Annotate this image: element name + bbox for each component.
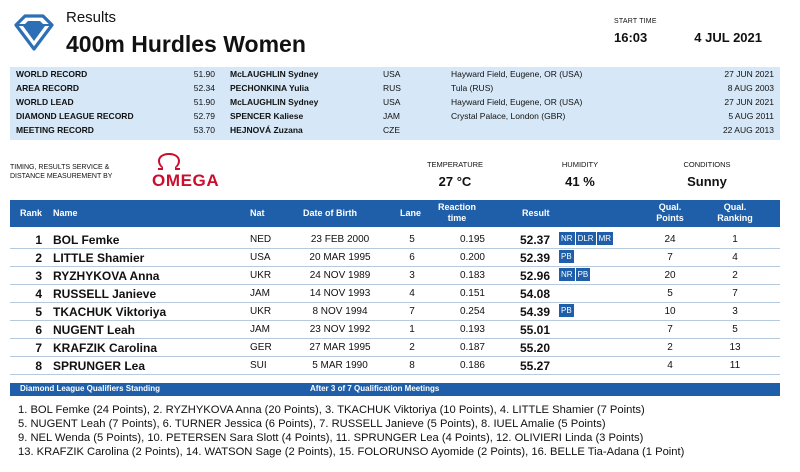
- record-athlete: SPENCER Kaliese: [230, 111, 304, 121]
- row-name: BOL Femke: [53, 233, 120, 247]
- col-qual-ranking-1: Qual.: [723, 202, 747, 212]
- record-badge: NR: [561, 234, 573, 243]
- row-qual-rank: 7: [732, 288, 738, 299]
- record-row: [10, 68, 780, 81]
- row-name: RUSSELL Janieve: [53, 287, 157, 301]
- row-lane: 6: [409, 252, 415, 263]
- record-badge: DLR: [577, 234, 594, 243]
- row-badges: [559, 268, 591, 282]
- record-venue: Hayward Field, Eugene, OR (USA): [451, 97, 583, 107]
- row-points: 20: [664, 270, 676, 281]
- record-athlete: HEJNOVÁ Zuzana: [230, 125, 303, 135]
- row-rank: 4: [35, 287, 42, 301]
- row-lane: 4: [409, 288, 415, 299]
- record-value: 52.34: [193, 83, 215, 93]
- row-dob: 23 FEB 2000: [310, 234, 370, 245]
- row-lane: 7: [409, 306, 415, 317]
- record-value: 51.90: [193, 97, 215, 107]
- row-result: 55.20: [519, 341, 550, 355]
- record-badge: PB: [577, 270, 589, 279]
- standing-line: 1. BOL Femke (24 Points), 2. RYZHYKOVA Anna (20 Points), 3. TKACHUK Viktoriya (10 Points), 4. LITTLE Shamier (7 Points): [18, 404, 645, 416]
- row-qual-rank: 3: [732, 306, 738, 317]
- record-nat: CZE: [383, 125, 400, 135]
- row-reaction: 0.195: [459, 234, 485, 245]
- row-nat: UKR: [250, 306, 272, 317]
- record-name: WORLD LEAD: [16, 97, 74, 107]
- record-venue: Hayward Field, Eugene, OR (USA): [451, 69, 583, 79]
- row-rank: 7: [35, 341, 42, 355]
- row-points: 4: [667, 360, 673, 371]
- humidity-value: 41 %: [565, 174, 595, 189]
- row-nat: JAM: [250, 288, 270, 299]
- record-row: [10, 82, 780, 95]
- row-name: KRAFZIK Carolina: [53, 341, 158, 355]
- record-badge: PB: [561, 252, 572, 261]
- row-dob: 5 MAR 1990: [312, 360, 368, 371]
- col-nat: Nat: [250, 208, 265, 218]
- row-nat: SUI: [250, 360, 267, 371]
- record-badge: MR: [598, 234, 612, 243]
- row-qual-rank: 13: [729, 342, 741, 353]
- row-nat: JAM: [250, 324, 270, 335]
- row-points: 24: [664, 234, 676, 245]
- row-points: 10: [664, 306, 676, 317]
- timing-line-2: DISTANCE MEASUREMENT BY: [10, 173, 113, 180]
- record-nat: JAM: [383, 111, 400, 121]
- omega-symbol-icon: [156, 152, 182, 172]
- qualifiers-subtitle: After 3 of 7 Qualification Meetings: [310, 384, 440, 393]
- record-name: AREA RECORD: [16, 83, 79, 93]
- row-name: TKACHUK Viktoriya: [53, 305, 167, 319]
- event-date: 4 JUL 2021: [694, 30, 762, 45]
- row-name: LITTLE Shamier: [53, 251, 145, 265]
- col-rank: Rank: [20, 208, 43, 218]
- table-row: [10, 357, 780, 375]
- record-name: WORLD RECORD: [16, 69, 88, 79]
- col-qual-points-2: Points: [656, 213, 684, 223]
- row-result: 52.96: [519, 269, 550, 283]
- record-value: 53.70: [193, 125, 215, 135]
- row-nat: UKR: [250, 270, 272, 281]
- event-title: 400m Hurdles Women: [66, 31, 306, 57]
- record-name: DIAMOND LEAGUE RECORD: [16, 111, 134, 121]
- row-reaction: 0.151: [459, 288, 485, 299]
- table-row: [10, 249, 780, 267]
- row-rank: 1: [35, 233, 42, 247]
- standing-line: 9. NEL Wenda (5 Points), 10. PETERSEN Sara Slott (4 Points), 11. SPRUNGER Lea (4 Points), 12. OLIVIERI Linda (3 Points): [18, 432, 644, 444]
- record-name: MEETING RECORD: [16, 125, 94, 135]
- row-nat: USA: [250, 252, 271, 263]
- row-badges: [559, 250, 575, 264]
- row-points: 7: [667, 252, 673, 263]
- row-nat: GER: [250, 342, 272, 353]
- row-dob: 27 MAR 1995: [309, 342, 371, 353]
- row-qual-rank: 5: [732, 324, 738, 335]
- row-rank: 8: [35, 359, 42, 373]
- table-row: [10, 285, 780, 303]
- record-nat: USA: [383, 69, 401, 79]
- col-reaction-2: time: [447, 213, 467, 223]
- timing-credit: [10, 163, 155, 181]
- row-result: 54.39: [519, 305, 550, 319]
- results-table-header: [10, 200, 780, 227]
- row-lane: 5: [409, 234, 415, 245]
- record-venue: Tula (RUS): [451, 83, 494, 93]
- row-nat: NED: [250, 234, 272, 245]
- temperature-value: 27 °C: [438, 174, 472, 189]
- diamond-league-logo-icon: [14, 12, 54, 52]
- record-date: 22 AUG 2013: [722, 125, 774, 135]
- row-name: NUGENT Leah: [53, 323, 136, 337]
- omega-brand: OMEGA: [152, 171, 220, 190]
- row-name: SPRUNGER Lea: [53, 359, 146, 373]
- start-time: 16:03: [614, 30, 648, 45]
- row-name: RYZHYKOVA Anna: [53, 269, 160, 283]
- row-dob: 20 MAR 1995: [309, 252, 371, 263]
- timing-line-1: TIMING, RESULTS SERVICE &: [10, 164, 110, 171]
- col-lane: Lane: [400, 208, 422, 218]
- row-rank: 2: [35, 251, 42, 265]
- record-nat: RUS: [383, 83, 401, 93]
- row-qual-rank: 4: [732, 252, 738, 263]
- table-row: [10, 321, 780, 339]
- row-qual-rank: 2: [732, 270, 738, 281]
- row-reaction: 0.193: [459, 324, 485, 335]
- row-badges: [559, 232, 614, 246]
- row-result: 54.08: [519, 287, 550, 301]
- row-reaction: 0.186: [459, 360, 485, 371]
- row-qual-rank: 1: [732, 234, 738, 245]
- table-row: [10, 339, 780, 357]
- row-result: 55.27: [519, 359, 550, 373]
- record-row: [10, 124, 780, 137]
- table-row: [10, 231, 780, 249]
- humidity-label: HUMIDITY: [561, 160, 599, 169]
- qualifiers-title: Diamond League Qualifiers Standing: [20, 384, 161, 393]
- row-reaction: 0.183: [459, 270, 485, 281]
- row-points: 5: [667, 288, 673, 299]
- row-lane: 2: [409, 342, 415, 353]
- row-rank: 5: [35, 305, 42, 319]
- record-date: 27 JUN 2021: [724, 97, 774, 107]
- row-lane: 8: [409, 360, 415, 371]
- row-rank: 3: [35, 269, 42, 283]
- col-dob: Date of Birth: [303, 208, 357, 218]
- record-date: 27 JUN 2021: [724, 69, 774, 79]
- col-result: Result: [522, 208, 550, 218]
- qualifiers-standing: [18, 403, 788, 459]
- row-points: 2: [667, 342, 673, 353]
- row-reaction: 0.254: [459, 306, 485, 317]
- record-athlete: McLAUGHLIN Sydney: [230, 69, 319, 79]
- col-qual-points-1: Qual.: [658, 202, 682, 212]
- col-name: Name: [53, 208, 78, 218]
- start-time-label: START TIME: [614, 18, 657, 25]
- record-badge: PB: [561, 306, 572, 315]
- record-badge: NR: [561, 270, 573, 279]
- row-qual-rank: 11: [729, 360, 741, 371]
- temperature-label: TEMPERATURE: [426, 160, 484, 169]
- record-date: 5 AUG 2011: [728, 111, 774, 121]
- standing-line: 5. NUGENT Leah (7 Points), 6. TURNER Jessica (6 Points), 7. RUSSELL Janieve (5 Points), 8. IUEL Amalie (5 Points): [18, 418, 606, 430]
- row-badges: [559, 304, 575, 318]
- row-dob: 14 NOV 1993: [309, 288, 371, 299]
- record-row: [10, 110, 780, 123]
- results-label: Results: [66, 9, 117, 26]
- record-row: [10, 96, 780, 109]
- row-dob: 24 NOV 1989: [309, 270, 371, 281]
- record-nat: USA: [383, 97, 401, 107]
- row-points: 7: [667, 324, 673, 335]
- col-qual-ranking-2: Ranking: [717, 213, 753, 223]
- conditions-value: Sunny: [687, 174, 727, 189]
- row-result: 52.39: [519, 251, 550, 265]
- row-rank: 6: [35, 323, 42, 337]
- row-lane: 1: [409, 324, 415, 335]
- row-reaction: 0.200: [459, 252, 485, 263]
- conditions-label: CONDITIONS: [683, 160, 731, 169]
- qualifiers-header: [10, 383, 780, 396]
- record-date: 8 AUG 2003: [727, 83, 774, 93]
- row-result: 55.01: [519, 323, 550, 337]
- row-lane: 3: [409, 270, 415, 281]
- record-venue: Crystal Palace, London (GBR): [451, 111, 566, 121]
- col-reaction-1: Reaction: [437, 202, 476, 212]
- row-result: 52.37: [519, 233, 550, 247]
- record-value: 51.90: [193, 69, 215, 79]
- table-row: [10, 267, 780, 285]
- row-dob: 8 NOV 1994: [312, 306, 368, 317]
- standing-line: 13. KRAFZIK Carolina (2 Points), 14. WATSON Sage (2 Points), 15. FOLORUNSO Ayomide (2 Points), 16. BELLE Tia-Adana (1 Point): [18, 446, 685, 458]
- record-athlete: PECHONKINA Yulia: [230, 83, 309, 93]
- row-dob: 23 NOV 1992: [309, 324, 371, 335]
- records-panel: [10, 67, 780, 140]
- row-reaction: 0.187: [459, 342, 485, 353]
- record-value: 52.79: [193, 111, 215, 121]
- record-athlete: McLAUGHLIN Sydney: [230, 97, 319, 107]
- table-row: [10, 303, 780, 321]
